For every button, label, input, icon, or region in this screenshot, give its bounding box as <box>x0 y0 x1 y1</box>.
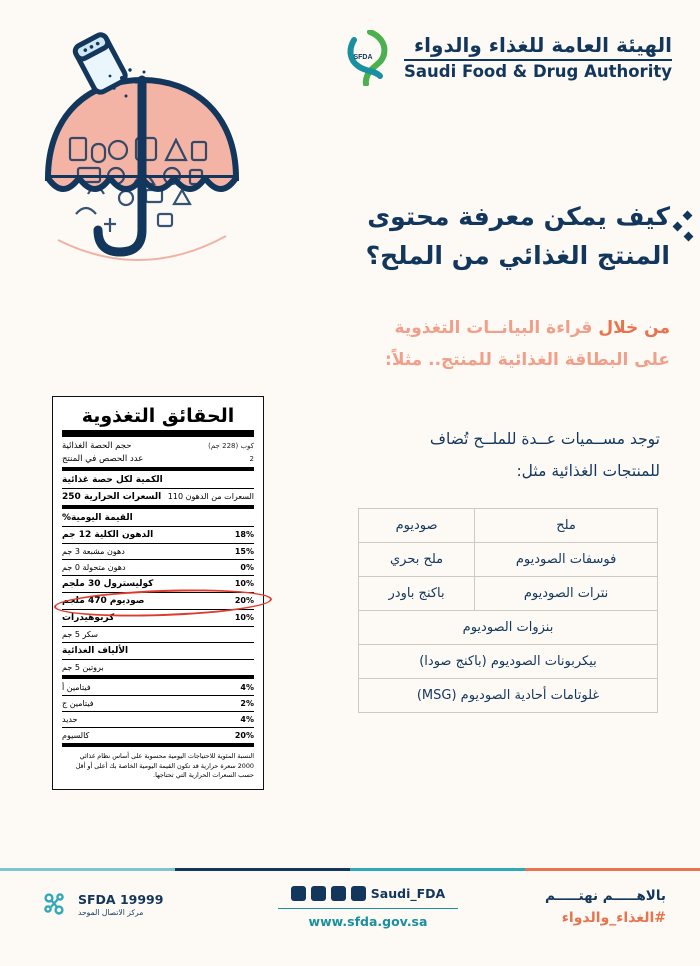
umbrella-illustration <box>18 18 268 288</box>
footer-call-center <box>40 890 163 920</box>
table-row <box>359 611 658 645</box>
servings-value: 2 <box>249 454 254 463</box>
serving-size-label: حجم الحصة الغذائية <box>62 440 132 451</box>
nutrient-row-sugar <box>62 628 254 640</box>
nutrition-footnote: النسبة المئوية للاحتياجات اليومية محسوبة على أساس نظام غذائي 2000 سعرة حرارية قد تكون القيمة اليومية الخاصة بك أعلى أو أقل حسب السعرات الحرارية التي تحتاجها. <box>75 752 254 780</box>
dv-value: 20% <box>234 730 254 740</box>
dv-value: 2% <box>240 698 254 708</box>
nutrient-label: دهون مشبعة 3 جم <box>62 546 125 556</box>
calories-label-value: السعرات الحرارية 250 <box>62 491 162 502</box>
vitamin-label: كالسيوم <box>62 730 90 740</box>
salt-names-table <box>358 508 658 713</box>
header <box>340 30 672 86</box>
dv-value: 10% <box>234 579 254 588</box>
subheading-line-1 <box>250 312 670 344</box>
dv-value: 20% <box>234 596 254 605</box>
servings-label: عدد الحصص في المنتج <box>62 453 144 464</box>
dv-value: 0% <box>240 562 254 572</box>
brand-name-english: Saudi Food & Drug Authority <box>404 59 672 82</box>
nutrient-label: الدهون الكلية 12 جم <box>62 529 154 540</box>
footer-social <box>278 886 458 929</box>
youtube-icon[interactable] <box>311 886 326 901</box>
tagline-line-1: بالاهـــــم نهتـــــم <box>544 888 666 904</box>
cell-name-1: ملح <box>475 509 658 543</box>
serving-size-row <box>62 439 254 452</box>
footer-divider <box>0 868 700 871</box>
dv-value: 18% <box>234 530 254 539</box>
cell-name-1: نترات الصوديوم <box>475 577 658 611</box>
vitamin-row-iron <box>62 713 254 725</box>
nutrient-label: بروتين 5 جم <box>62 662 104 672</box>
page-title <box>250 198 670 276</box>
dv-value: 15% <box>234 546 254 556</box>
call-center-number: SFDA 19999 <box>78 891 164 907</box>
table-row <box>359 645 658 679</box>
nutrient-row-dietary-fiber <box>62 644 254 657</box>
cell-name-1: بنزوات الصوديوم <box>359 611 658 645</box>
nutrient-label: صوديوم 470 ملجم <box>62 595 145 606</box>
cell-name-1: غلوتامات أحادية الصوديوم (MSG) <box>359 679 658 713</box>
brand-name-arabic: الهيئة العامة للغذاء والدواء <box>413 33 672 58</box>
daily-value-header-row <box>62 511 254 524</box>
nutrient-row-sodium <box>62 594 254 607</box>
subheading-line-2: على البطاقة الغذائية للمنتج.. مثلاً: <box>385 350 670 371</box>
svg-text:SFDA: SFDA <box>353 54 373 61</box>
nutrient-label: كربوهيدرات <box>62 612 115 623</box>
salt-names-intro <box>350 424 660 488</box>
sfda-footer-mark <box>40 890 70 920</box>
dv-value: 10% <box>234 613 254 622</box>
nutrient-row-total-fat <box>62 528 254 541</box>
brand-text <box>404 34 672 82</box>
table-row <box>359 509 658 543</box>
vitamin-row-calcium <box>62 729 254 741</box>
nutrition-title: الحقائق التغذوية <box>62 405 254 437</box>
nutrient-row-protein <box>62 661 254 673</box>
vitamin-row-a <box>62 681 254 693</box>
subheading-rest: قراءة البيانــات التغذوية <box>394 318 599 338</box>
salt-names-intro-line-2: للمنتجات الغذائية مثل: <box>516 461 660 480</box>
twitter-icon[interactable] <box>291 886 306 901</box>
amount-per-serving-row <box>62 473 254 486</box>
nutrient-label: الألياف الغذائية <box>62 645 129 656</box>
vitamin-label: فيتامين أ <box>62 682 91 692</box>
table-row <box>359 679 658 713</box>
dv-value: 4% <box>240 682 254 692</box>
vitamin-label: حديد <box>62 714 78 724</box>
table-row <box>359 577 658 611</box>
footer-tagline <box>545 888 666 926</box>
nutrient-row-carbohydrates <box>62 611 254 624</box>
cell-name-2: ملح بحري <box>359 543 475 577</box>
nutrient-label: سكر 5 جم <box>62 629 98 639</box>
cell-name-1: بيكربونات الصوديوم (باكنج صودا) <box>359 645 658 679</box>
nutrient-label: دهون متحولة 0 جم <box>62 562 126 572</box>
instagram-icon[interactable] <box>331 886 346 901</box>
nutrient-row-cholesterol <box>62 577 254 590</box>
headline-line-2: المنتج الغذائي من الملح؟ <box>365 240 670 270</box>
social-handle[interactable]: Saudi_FDA <box>370 886 446 901</box>
table-row <box>359 543 658 577</box>
calories-from-fat: السعرات من الدهون 110 <box>167 492 254 501</box>
decorative-dots <box>674 212 694 244</box>
nutrition-facts-label <box>52 396 264 790</box>
footer <box>0 884 700 954</box>
dv-value: 4% <box>240 714 254 724</box>
calories-row <box>62 490 254 503</box>
nutrient-row-saturated-fat <box>62 545 254 557</box>
vitamin-row-c <box>62 697 254 709</box>
salt-names-intro-line-1: توجد مســميات عــدة للملــح تُضاف <box>429 430 660 448</box>
social-icons <box>278 886 458 901</box>
subheading <box>250 312 670 377</box>
daily-value-header: القيمة اليومية% <box>62 512 133 523</box>
facebook-icon[interactable] <box>351 886 366 901</box>
website-link[interactable]: www.sfda.gov.sa <box>278 908 458 929</box>
servings-row <box>62 452 254 465</box>
nutrient-row-trans-fat <box>62 561 254 573</box>
cell-name-1: فوسفات الصوديوم <box>475 543 658 577</box>
sfda-logo <box>340 30 392 86</box>
headline-line-1: كيف يمكن معرفة محتوى <box>367 202 670 231</box>
nutrient-label: كوليسترول 30 ملجم <box>62 578 154 589</box>
tagline-hashtag: #الغذاء_والدواء <box>561 910 666 926</box>
cell-name-2: صوديوم <box>359 509 475 543</box>
serving-size-value: كوب (228 جم) <box>208 441 254 450</box>
call-center-label: مركز الاتصال الموحد <box>78 908 144 918</box>
call-center-text <box>78 892 163 918</box>
vitamin-label: فيتامين ج <box>62 698 94 708</box>
cell-name-2: باكنج باودر <box>359 577 475 611</box>
subheading-accent: من خلال <box>598 318 670 338</box>
amount-per-serving-label: الكمية لكل حصة غذائية <box>62 474 163 485</box>
